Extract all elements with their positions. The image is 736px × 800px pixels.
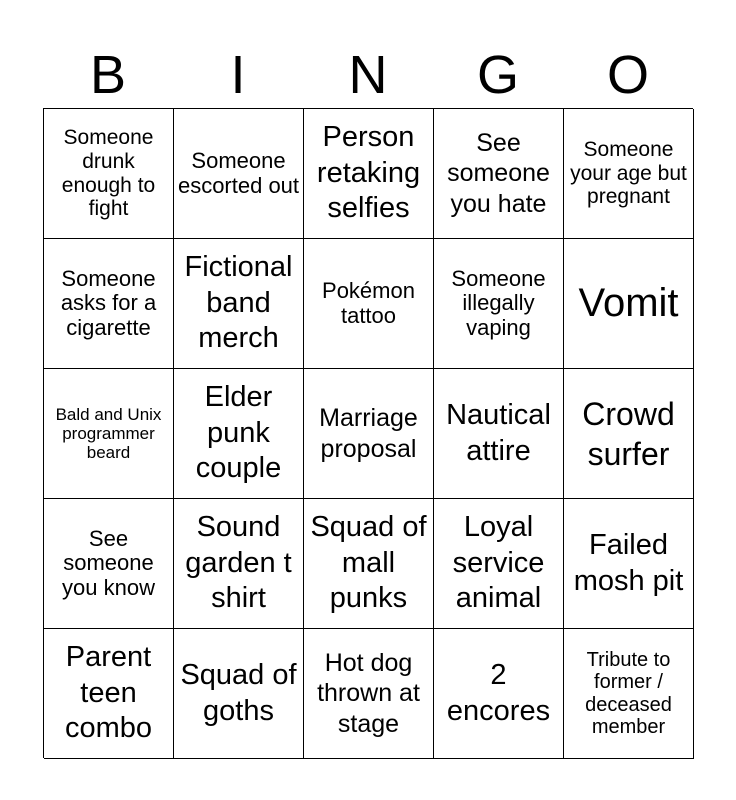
bingo-cell[interactable]: Hot dog thrown at stage: [304, 629, 434, 759]
bingo-header: [43, 42, 693, 108]
header-letter-i: I: [230, 45, 246, 105]
header-letter-o: O: [606, 45, 649, 105]
bingo-cell[interactable]: Pokémon tattoo: [304, 239, 434, 369]
bingo-cell[interactable]: Tribute to former / deceased member: [564, 629, 694, 759]
bingo-cell[interactable]: Sound garden t shirt: [174, 499, 304, 629]
bingo-cell[interactable]: Someone your age but pregnant: [564, 109, 694, 239]
bingo-cell[interactable]: Failed mosh pit: [564, 499, 694, 629]
bingo-cell[interactable]: Fictional band merch: [174, 239, 304, 369]
bingo-cell[interactable]: Nautical attire: [434, 369, 564, 499]
header-letter-n: N: [348, 45, 388, 105]
bingo-cell[interactable]: Loyal service animal: [434, 499, 564, 629]
bingo-cell[interactable]: Marriage proposal: [304, 369, 434, 499]
header-letter-b: B: [89, 45, 127, 105]
bingo-cell[interactable]: Parent teen combo: [44, 629, 174, 759]
bingo-cell[interactable]: Someone drunk enough to fight: [44, 109, 174, 239]
bingo-cell[interactable]: Vomit: [564, 239, 694, 369]
bingo-cell[interactable]: Squad of goths: [174, 629, 304, 759]
bingo-cell[interactable]: See someone you hate: [434, 109, 564, 239]
bingo-cell[interactable]: 2 encores: [434, 629, 564, 759]
bingo-cell[interactable]: Someone asks for a cigarette: [44, 239, 174, 369]
bingo-cell[interactable]: See someone you know: [44, 499, 174, 629]
bingo-cell[interactable]: Crowd surfer: [564, 369, 694, 499]
bingo-cell[interactable]: Bald and Unix programmer beard: [44, 369, 174, 499]
bingo-cell[interactable]: Someone escorted out: [174, 109, 304, 239]
bingo-cell[interactable]: Someone illegally vaping: [434, 239, 564, 369]
bingo-cell[interactable]: Squad of mall punks: [304, 499, 434, 629]
bingo-cell[interactable]: Elder punk couple: [174, 369, 304, 499]
header-letter-g: G: [476, 45, 519, 105]
bingo-cell[interactable]: Person retaking selfies: [304, 109, 434, 239]
bingo-card-grid: [43, 108, 693, 758]
